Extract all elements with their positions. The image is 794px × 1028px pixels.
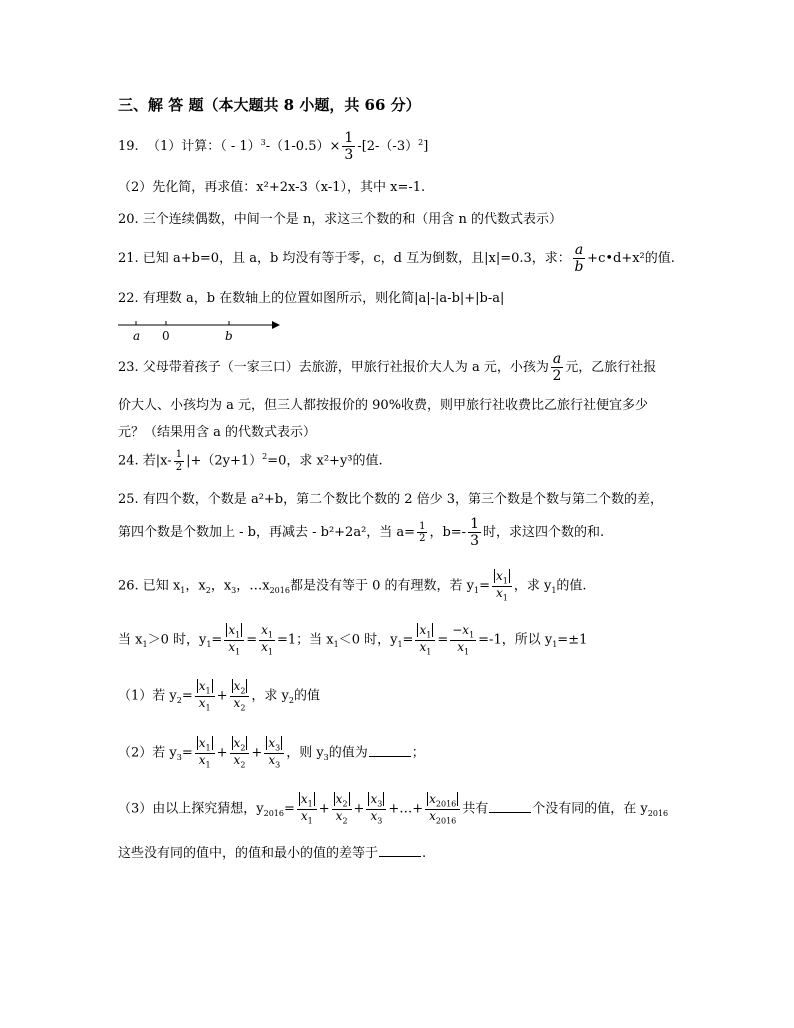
question-23-line3: 元？（结果用含 a 的代数式表示） [118,425,317,440]
answer-blank-count[interactable] [489,811,531,813]
answer-blank-difference[interactable] [379,855,421,857]
question-26-line2: 当 $x_1>0$ 时，$y_1=$ $\frac{x_1}{x_1}$ = $\frac{x_1}{x_1}$ =1；当 $x_1<0$ 时，$y_1=$ $\frac{x_1}{x_1}$ = $\frac{-x_1}{x_1}$ =-1，所以 $y_1=\pm 1$ [118,623,588,656]
number-line-label-0: 0 [162,329,170,343]
question-19-part2: （2）先化简，再求值：x²+2x-3（x-1），其中 x=-1. [118,180,426,195]
fraction-abs-x1-over-x1: $\frac{x_1}{x_1}$ [492,570,512,602]
section-title: 三、解 答 题（本大题共 8 小题，共 66 分） [118,96,421,114]
fraction-a-over-2: $\frac{a}{2}$ [552,351,562,385]
number-line-label-a: a [133,329,141,343]
arrow-icon [272,321,280,329]
question-19-part1: 19. （1）计算：（ - 1）$^3$-（1-0.5）× $\frac{1}{3}$ $-[2-(-3)^2]$ [118,130,429,164]
question-21: 21. 已知 a+b=0，且 a，b 均没有等于零，c，d 互为倒数，且|x|=0.3，求： $\frac{a}{b}$ +c•d+x²的值. [118,242,675,276]
question-26-part3-line1: （3）由以上探究猜想，$y_{2016}=$ $\frac{x_1}{x_1}$ + $\frac{x_2}{x_2}$ + $\frac{x_3}{x_3}$ +…+ $\frac{x_{2016}}{x_{2016}}$ 共有 个没有同的值，在 $y_{2016}$ [118,792,669,825]
question-26-part1: （1）若 $y_2=$ $\frac{x_1}{x_1}$ + $\frac{x_2}{x_2}$ ，求 $y_2$的值 [118,679,320,712]
fraction-a-value: $\frac{1}{2}$ [419,520,426,545]
fraction-b-value: $\frac{1}{3}$ [470,516,479,550]
question-25-line2: 第四个数是个数加上 - b，再减去 - b²+2a²，当 a= $\frac{1}{2}$ ，b=- $\frac{1}{3}$ 时，求这四个数的和. [118,516,605,550]
question-24: 24. 若|x- $\frac{1}{2}$ $|+(2y+1)^2=0$，求 x²+y³的值. [118,449,383,473]
fraction-one-half: $\frac{1}{2}$ [175,449,183,473]
question-22: 22. 有理数 a，b 在数轴上的位置如图所示，则化简|a|-|a-b|+|b-a| [118,291,505,306]
answer-blank-y3[interactable] [369,755,411,757]
fraction-a-over-b: $\frac{a}{b}$ [574,242,584,276]
fraction-one-third: $\frac{1}{3}$ [344,130,354,164]
question-26-part2: （2）若 $y_3=$ $\frac{x_1}{x_1}$ + $\frac{x_2}{x_2}$ + $\frac{x_3}{x_3}$ ，则 $y_3$的值为 ； [118,736,425,769]
question-25-line1: 25. 有四个数，个数是 a²+b，第二个数比个数的 2 倍少 3，第三个数是个数与第二个数的差， [118,492,664,507]
number-line-label-b: b [225,329,233,343]
question-23-line1: 23. 父母带着孩子（一家三口）去旅游，甲旅行社报价大人为 a 元，小孩为 $\frac{a}{2}$ 元，乙旅行社报 [118,351,657,385]
question-26-part3-line2: 这些没有同的值中，的值和最小的值的差等于 . [118,846,427,861]
question-20: 20. 三个连续偶数，中间一个是 n，求这三个数的和（用含 n 的代数式表示） [118,212,562,227]
question-23-line2: 价大人、小孩均为 a 元，但三人都按报价的 90%收费，则甲旅行社收费比乙旅行社便宜多少 [118,398,649,413]
number-line [116,316,286,344]
question-26-line1: 26. 已知 $x_1$，$x_2$，$x_3$，$\dots x_{2016}$都是没有等于 0 的有理数，若 $y_1=$ $\frac{x_1}{x_1}$ ，求 $y_1$的值. [118,569,587,602]
